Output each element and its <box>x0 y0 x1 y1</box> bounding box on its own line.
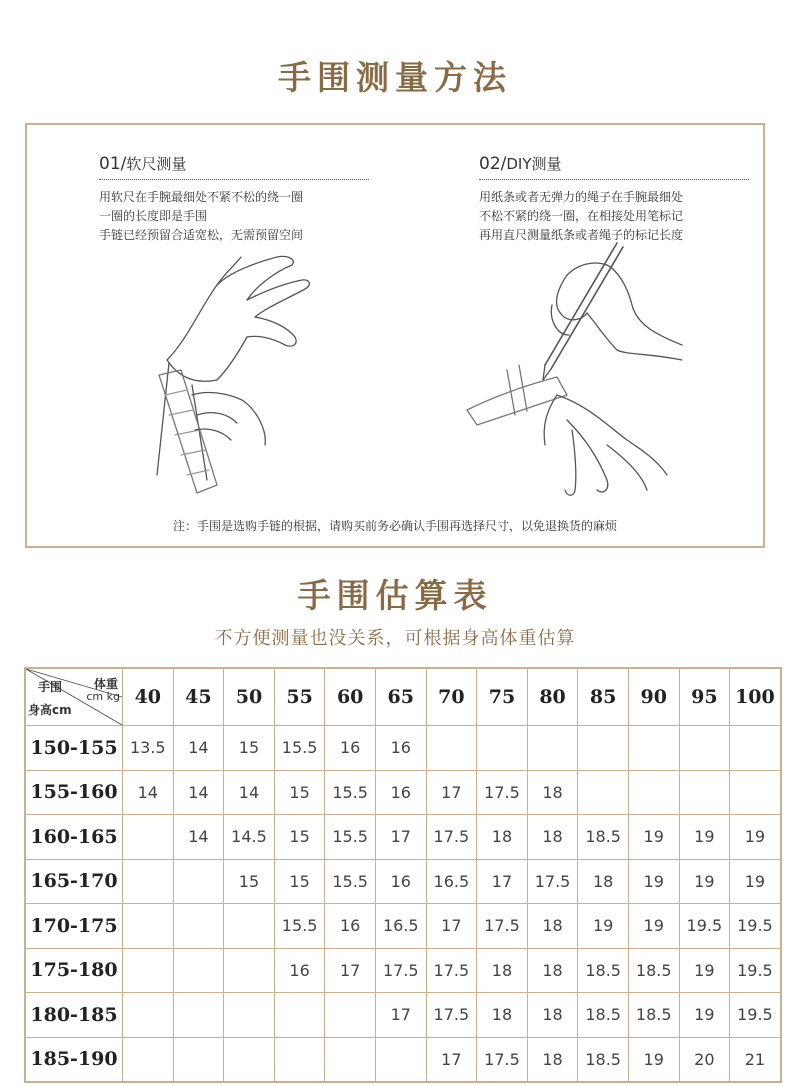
wrist-size-cell: 19.5 <box>679 904 730 949</box>
weight-header-cell: 75 <box>477 668 528 726</box>
weight-header-cell: 90 <box>628 668 679 726</box>
size-table-wrapper <box>24 667 782 1083</box>
wrist-size-cell: 18.5 <box>578 815 629 860</box>
wrist-size-cell: 16 <box>375 726 426 771</box>
wrist-size-cell: 16.5 <box>426 859 477 904</box>
wrist-size-cell <box>173 948 224 993</box>
method2-line: 不松不紧的绕一圈，在相接处用笔标记 <box>479 209 684 223</box>
wrist-size-cell: 15 <box>274 815 325 860</box>
wrist-size-cell: 13.5 <box>123 726 174 771</box>
wrist-size-cell: 18 <box>477 993 528 1038</box>
weight-header-cell: 60 <box>325 668 376 726</box>
wrist-size-cell <box>123 993 174 1038</box>
wrist-size-cell: 19 <box>628 859 679 904</box>
wrist-size-cell: 15 <box>274 859 325 904</box>
height-range-cell: 150-155 <box>25 726 123 771</box>
wrist-size-cell <box>123 1037 174 1082</box>
wrist-size-cell: 17.5 <box>375 948 426 993</box>
weight-header-cell: 40 <box>123 668 174 726</box>
table-row <box>25 993 781 1038</box>
wrist-size-cell <box>173 859 224 904</box>
weight-header-cell: 95 <box>679 668 730 726</box>
wrist-size-cell: 16 <box>375 770 426 815</box>
wrist-size-cell: 17.5 <box>477 770 528 815</box>
wrist-size-cell <box>274 993 325 1038</box>
height-range-cell: 170-175 <box>25 904 123 949</box>
wrist-size-cell <box>375 1037 426 1082</box>
method1-line: 一圈的长度即是手围 <box>99 209 208 223</box>
wrist-size-cell <box>426 726 477 771</box>
wrist-size-cell: 15 <box>224 859 275 904</box>
estimate-subtitle: 不方便测量也没关系，可根据身高体重估算 <box>214 628 576 649</box>
method1-line: 用软尺在手腕最细处不紧不松的绕一圈 <box>99 190 304 204</box>
table-row <box>25 859 781 904</box>
measure-note: 注：手围是选购手链的根据，请购买前务必确认手围再选择尺寸，以免退换货的麻烦 <box>172 519 617 533</box>
wrist-size-cell: 14.5 <box>224 815 275 860</box>
method1-description <box>99 188 369 245</box>
weight-header-cell: 55 <box>274 668 325 726</box>
wrist-size-cell: 17 <box>375 993 426 1038</box>
wrist-size-cell: 19 <box>628 904 679 949</box>
wrist-size-cell: 15.5 <box>325 770 376 815</box>
corner-cm-wrist: cm <box>86 690 104 703</box>
weight-header-cell: 85 <box>578 668 629 726</box>
table-row <box>25 770 781 815</box>
wrist-size-cell: 19.5 <box>730 904 781 949</box>
table-body <box>25 726 781 1083</box>
corner-units-label <box>86 690 120 703</box>
wrist-size-cell: 20 <box>679 1037 730 1082</box>
wrist-size-cell: 17.5 <box>477 1037 528 1082</box>
method-soft-ruler <box>99 153 369 245</box>
wrist-size-cell <box>123 815 174 860</box>
corner-cm-height: cm <box>52 703 72 717</box>
wrist-size-cell <box>173 904 224 949</box>
method2-line: 再用直尺测量纸条或者绳子的标记长度 <box>479 228 684 242</box>
method1-heading <box>99 153 369 180</box>
wrist-size-cell: 15.5 <box>274 904 325 949</box>
wrist-size-cell: 16 <box>274 948 325 993</box>
wrist-size-cell: 17.5 <box>426 948 477 993</box>
table-row <box>25 1037 781 1082</box>
wrist-size-cell: 18 <box>527 904 578 949</box>
wrist-size-cell: 18 <box>527 1037 578 1082</box>
size-estimate-table <box>24 667 782 1083</box>
wrist-size-cell: 18 <box>527 993 578 1038</box>
wrist-size-cell: 18 <box>578 859 629 904</box>
height-range-cell: 175-180 <box>25 948 123 993</box>
wrist-size-cell: 14 <box>123 770 174 815</box>
wrist-size-cell <box>578 726 629 771</box>
wrist-size-cell: 19 <box>628 1037 679 1082</box>
table-row <box>25 815 781 860</box>
section-title-estimate: 手围估算表 <box>297 576 493 615</box>
wrist-size-cell: 19 <box>679 859 730 904</box>
wrist-size-cell <box>527 726 578 771</box>
wrist-size-cell: 19 <box>730 859 781 904</box>
wrist-size-cell: 17 <box>426 904 477 949</box>
wrist-size-cell <box>224 948 275 993</box>
method2-line: 用纸条或者无弹力的绳子在手腕最细处 <box>479 190 684 204</box>
height-range-cell: 160-165 <box>25 815 123 860</box>
table-row <box>25 904 781 949</box>
wrist-size-cell <box>123 904 174 949</box>
diy-hand-illustration <box>457 235 687 505</box>
wrist-size-cell <box>730 726 781 771</box>
wrist-size-cell: 16 <box>375 859 426 904</box>
soft-ruler-hand-illustration <box>147 245 337 495</box>
wrist-size-cell: 17 <box>426 1037 477 1082</box>
method1-line: 手链已经预留合适宽松，无需预留空间 <box>99 228 304 242</box>
wrist-size-cell <box>730 770 781 815</box>
weight-header-cell: 65 <box>375 668 426 726</box>
wrist-size-cell: 18 <box>527 815 578 860</box>
wrist-size-cell: 18 <box>477 948 528 993</box>
wrist-size-cell <box>274 1037 325 1082</box>
wrist-size-cell: 18.5 <box>578 993 629 1038</box>
wrist-size-cell: 17 <box>426 770 477 815</box>
wrist-size-cell: 15 <box>274 770 325 815</box>
wrist-size-cell: 16.5 <box>375 904 426 949</box>
height-range-cell: 185-190 <box>25 1037 123 1082</box>
wrist-size-cell: 14 <box>224 770 275 815</box>
wrist-size-cell: 19 <box>679 993 730 1038</box>
wrist-size-cell: 19 <box>730 815 781 860</box>
wrist-size-cell: 18 <box>477 815 528 860</box>
wrist-size-cell: 18.5 <box>578 1037 629 1082</box>
wrist-size-cell: 19.5 <box>730 948 781 993</box>
wrist-size-cell <box>224 993 275 1038</box>
height-range-cell: 165-170 <box>25 859 123 904</box>
method2-number: 02/ <box>479 154 507 174</box>
corner-height-label <box>28 701 72 718</box>
measure-methods-box <box>25 123 765 548</box>
wrist-size-cell: 18.5 <box>628 993 679 1038</box>
wrist-size-cell <box>123 859 174 904</box>
wrist-size-cell: 18 <box>527 770 578 815</box>
wrist-size-cell: 15.5 <box>325 815 376 860</box>
wrist-size-cell: 21 <box>730 1037 781 1082</box>
weight-header-cell: 100 <box>730 668 781 726</box>
wrist-size-cell <box>679 726 730 771</box>
wrist-size-cell <box>679 770 730 815</box>
corner-height-text: 身高 <box>28 703 53 717</box>
weight-header-cell: 80 <box>527 668 578 726</box>
wrist-size-cell <box>173 993 224 1038</box>
wrist-size-cell: 17.5 <box>426 815 477 860</box>
wrist-size-cell: 17 <box>477 859 528 904</box>
corner-weight-label: 体重 <box>93 677 118 691</box>
wrist-size-cell: 15.5 <box>325 859 376 904</box>
wrist-size-cell: 14 <box>173 815 224 860</box>
wrist-size-cell: 17 <box>375 815 426 860</box>
wrist-size-cell: 15 <box>224 726 275 771</box>
method1-number: 01/ <box>99 154 127 174</box>
wrist-size-cell: 15.5 <box>274 726 325 771</box>
method2-name: DIY测量 <box>506 155 562 173</box>
weight-header-cell: 45 <box>173 668 224 726</box>
wrist-size-cell: 17.5 <box>426 993 477 1038</box>
method1-name: 软尺测量 <box>126 155 187 173</box>
wrist-size-cell: 17.5 <box>477 904 528 949</box>
wrist-size-cell <box>628 726 679 771</box>
wrist-size-cell: 16 <box>325 904 376 949</box>
wrist-size-cell: 18.5 <box>578 948 629 993</box>
wrist-size-cell: 19 <box>679 815 730 860</box>
wrist-size-cell <box>325 1037 376 1082</box>
section-title-measure: 手围测量方法 <box>278 58 512 97</box>
wrist-size-cell: 19 <box>578 904 629 949</box>
wrist-size-cell <box>628 770 679 815</box>
height-range-cell: 155-160 <box>25 770 123 815</box>
wrist-size-cell <box>224 904 275 949</box>
table-corner-header <box>25 668 123 726</box>
wrist-size-cell <box>477 726 528 771</box>
wrist-size-cell: 18.5 <box>628 948 679 993</box>
method-diy <box>479 153 749 245</box>
wrist-size-cell: 17 <box>325 948 376 993</box>
method2-heading <box>479 153 749 180</box>
wrist-size-cell: 19 <box>628 815 679 860</box>
wrist-size-cell <box>123 948 174 993</box>
wrist-size-cell <box>173 1037 224 1082</box>
wrist-size-cell: 19.5 <box>730 993 781 1038</box>
wrist-size-cell: 14 <box>173 770 224 815</box>
table-header-row <box>25 668 781 726</box>
corner-kg: kg <box>106 690 120 703</box>
weight-header-cell: 50 <box>224 668 275 726</box>
wrist-size-cell <box>325 993 376 1038</box>
wrist-size-cell: 18 <box>527 948 578 993</box>
weight-header-cell: 70 <box>426 668 477 726</box>
wrist-size-cell: 17.5 <box>527 859 578 904</box>
table-row <box>25 726 781 771</box>
wrist-size-cell <box>578 770 629 815</box>
wrist-size-cell <box>224 1037 275 1082</box>
wrist-size-cell: 19 <box>679 948 730 993</box>
wrist-size-cell: 16 <box>325 726 376 771</box>
wrist-size-cell: 14 <box>173 726 224 771</box>
table-row <box>25 948 781 993</box>
corner-wrist-label: 手围 <box>38 680 63 694</box>
height-range-cell: 180-185 <box>25 993 123 1038</box>
